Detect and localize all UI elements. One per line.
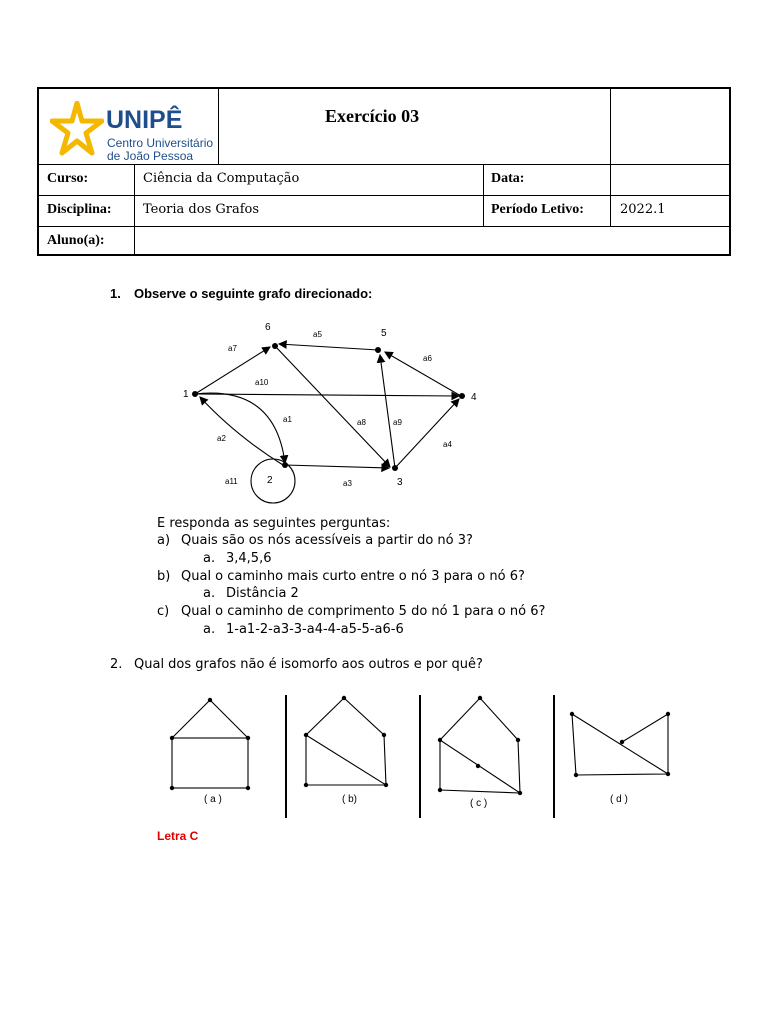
q1-intro: E responda as seguintes perguntas: [157,516,391,531]
edge-label: a6 [423,354,432,363]
node-label: 2 [267,475,273,486]
curso-value: Ciência da Computação [143,171,300,186]
logo-subtitle-1: Centro Universitário [107,136,214,150]
q1b-letter: b) [157,569,171,584]
page-title: Exercício 03 [325,106,420,126]
isomorphism-graphs [160,690,700,820]
periodo-label: Período Letivo: [491,202,584,217]
q1c-question: Qual o caminho de comprimento 5 do nó 1 para o nó 6? [181,604,546,619]
q1a-question: Quais são os nós acessíveis a partir do nó 3? [181,533,473,548]
node-label: 6 [265,322,271,333]
q1a-answer: 3,4,5,6 [226,551,272,566]
aluno-label: Aluno(a): [47,233,105,248]
directed-graph [175,315,495,505]
q1b-answer: Distância 2 [226,586,299,601]
logo-name: UNIPÊ [106,106,183,134]
aluno-value-cell [135,227,731,256]
logo-subtitle-2: de João Pessoa [107,149,194,163]
q1-text: Observe o seguinte grafo direcionado: [134,286,373,301]
disciplina-value: Teoria dos Grafos [143,202,260,217]
node-label: 5 [381,328,387,339]
graph-caption: ( a ) [204,794,222,805]
q1a-letter: a) [157,533,171,548]
unipe-star-logo-icon [50,101,104,159]
edge-label: a5 [313,330,322,339]
node-label: 1 [183,389,189,400]
node-label: 4 [471,392,477,403]
edge-label: a2 [217,434,226,443]
edge-label: a9 [393,418,402,427]
edge-label: a4 [443,440,452,449]
curso-label: Curso: [47,171,89,186]
q2-text: Qual dos grafos não é isomorfo aos outros e por quê? [134,657,483,672]
q1c-letter: c) [157,604,170,619]
edge-label: a3 [343,479,352,488]
graph-caption: ( b) [342,794,357,805]
data-label: Data: [491,171,525,186]
disciplina-label: Disciplina: [47,202,112,217]
node-label: 3 [397,477,403,488]
blank-cell [611,89,731,165]
edge-label: a8 [357,418,366,427]
q2-number: 2. [110,657,123,672]
graph-caption: ( d ) [610,794,628,805]
q2-answer: Letra C [157,829,199,843]
edge-label: a1 [283,415,292,424]
edge-label: a10 [255,378,269,387]
q1a-answer-letter: a. [203,551,216,566]
edge-label: a11 [225,477,238,486]
q1c-answer-letter: a. [203,622,216,637]
title-cell [219,89,611,165]
data-value-cell [611,165,731,196]
edge-label: a7 [228,344,237,353]
graph-caption: ( c ) [470,798,488,809]
q1c-answer: 1-a1-2-a3-3-a4-4-a5-5-a6-6 [226,622,404,637]
periodo-value: 2022.1 [620,202,666,217]
q1b-answer-letter: a. [203,586,216,601]
q1b-question: Qual o caminho mais curto entre o nó 3 para o nó 6? [181,569,525,584]
q1-number: 1. [110,286,121,301]
